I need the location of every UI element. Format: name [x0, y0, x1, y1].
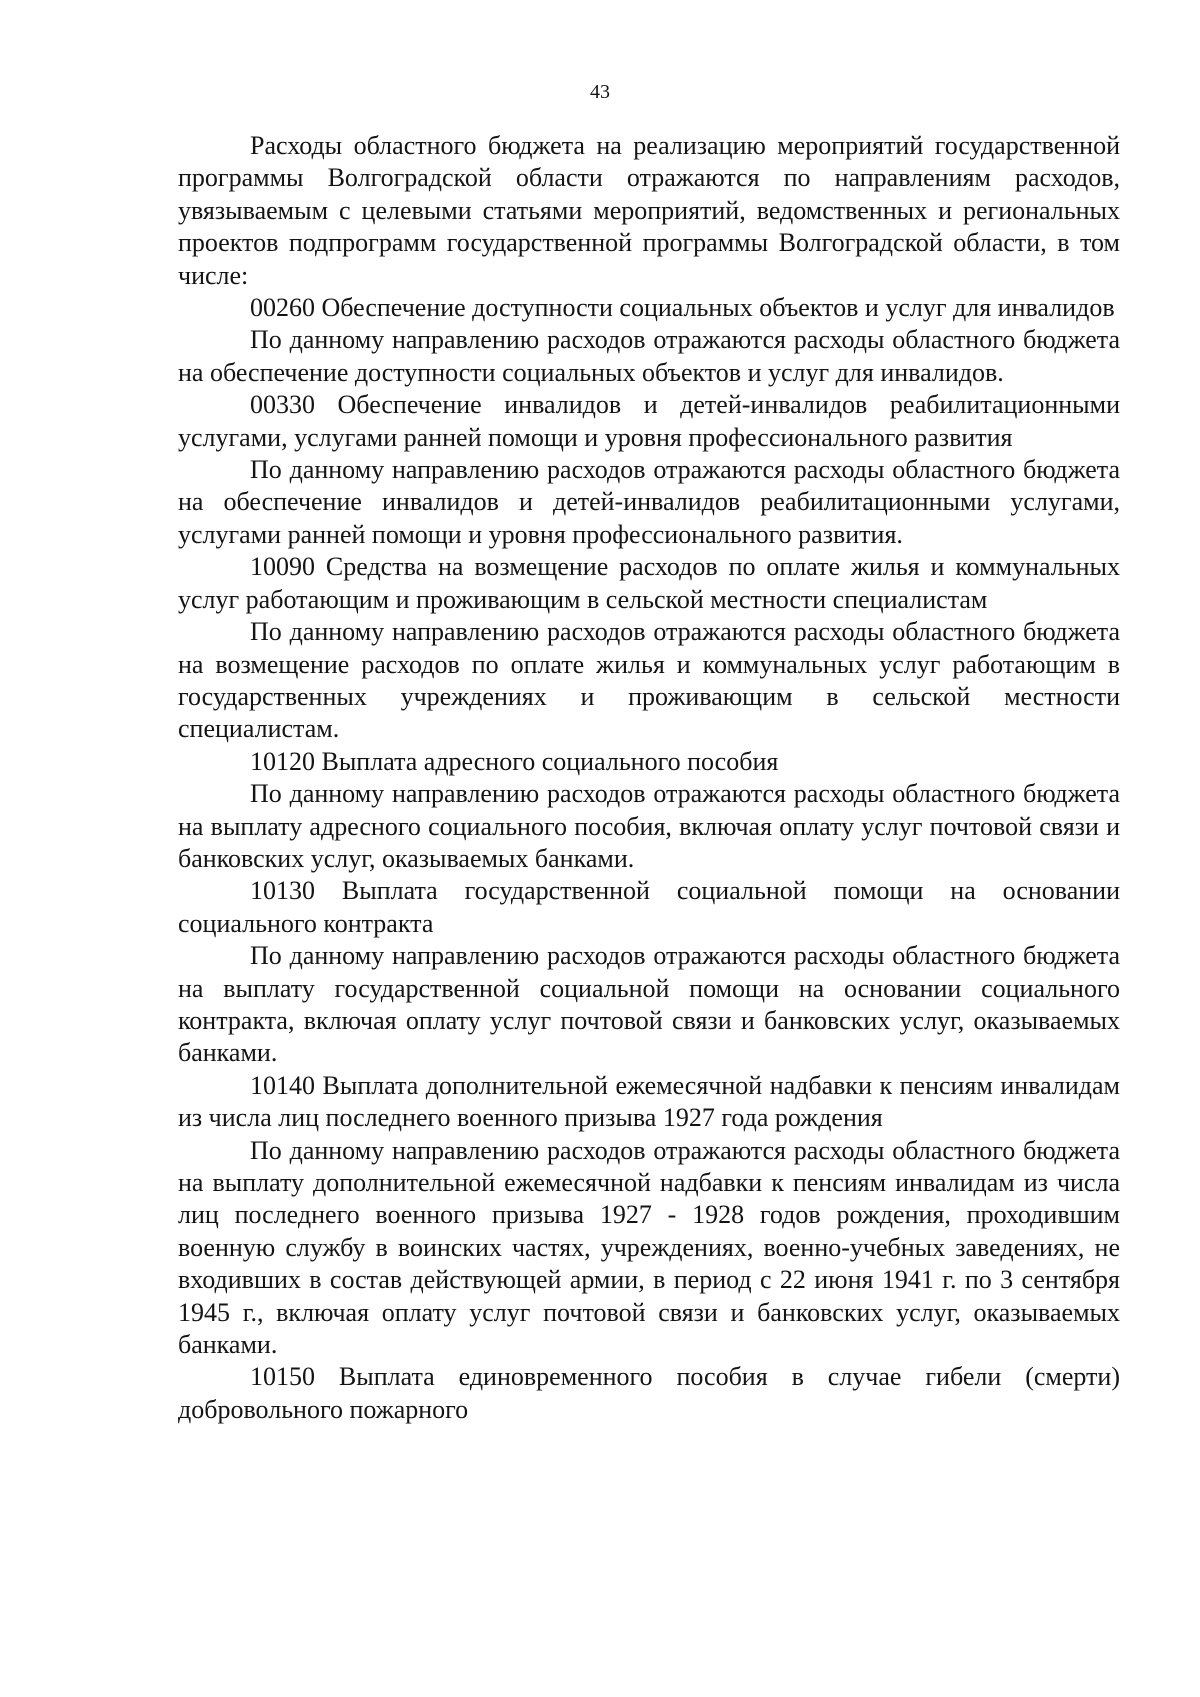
paragraph-00260: По данному направлению расходов отражаются расходы областного бюджета на обеспечение доступности социальных объектов и услуг для инвалидов.	[178, 325, 1120, 387]
paragraph-10130: По данному направлению расходов отражаются расходы областного бюджета на выплату государственной социальной помощи на основании социального контракта, включая оплату услуг почтовой связи и банковских услуг, оказываемых банками.	[178, 941, 1120, 1068]
paragraph-intro: Расходы областного бюджета на реализацию мероприятий государственной программы Волгоградской области отражаются по направлениям расходов, увязываемым с целевыми статьями мероприятий, ведомственных и региональных проектов подпрограмм государственной программы Волгоградской области, в том числе:	[178, 131, 1120, 290]
paragraph-10120: По данному направлению расходов отражаются расходы областного бюджета на выплату адресного социального пособия, включая оплату услуг почтовой связи и банковских услуг, оказываемых банками.	[178, 779, 1120, 873]
heading-00260: 00260 Обеспечение доступности социальных объектов и услуг для инвалидов	[250, 293, 1115, 323]
heading-10130: 10130 Выплата государственной социальной помощи на основании социального контракта	[178, 876, 1120, 938]
document-body	[178, 130, 1120, 1426]
paragraph-10140: По данному направлению расходов отражаются расходы областного бюджета на выплату дополнительной ежемесячной надбавки к пенсиям инвалидам из числа лиц последнего военного призыва 1927 - 1928 годов рождения, проходившим военную службу в воинских частях, учреждениях, военно-учебных заведениях, не входивших в состав действующей армии, в период с 22 июня 1941 г. по 3 сентября 1945 г., включая оплату услуг почтовой связи и банковских услуг, оказываемых банками.	[178, 1135, 1120, 1360]
heading-10090: 10090 Средства на возмещение расходов по оплате жилья и коммунальных услуг работающим и проживающим в сельской местности специалистам	[178, 552, 1120, 614]
heading-10140: 10140 Выплата дополнительной ежемесячной надбавки к пенсиям инвалидам из числа лиц последнего военного призыва 1927 года рождения	[178, 1070, 1120, 1133]
paragraph-10090: По данному направлению расходов отражаются расходы областного бюджета на возмещение расходов по оплате жилья и коммунальных услуг работающим в государственных учреждениях и проживающим в сельской местности специалистам.	[178, 617, 1120, 744]
heading-10150: 10150 Выплата единовременного пособия в случае гибели (смерти) добровольного пожарного	[178, 1362, 1120, 1424]
paragraph-00330: По данному направлению расходов отражаются расходы областного бюджета на обеспечение инвалидов и детей-инвалидов реабилитационными услугами, услугами ранней помощи и уровня профессионального развития.	[178, 455, 1120, 549]
heading-00330: 00330 Обеспечение инвалидов и детей-инвалидов реабилитационными услугами, услугами ранней помощи и уровня профессионального развития	[178, 390, 1120, 452]
page-number: 43	[590, 81, 610, 103]
heading-10120: 10120 Выплата адресного социального пособия	[250, 746, 779, 776]
